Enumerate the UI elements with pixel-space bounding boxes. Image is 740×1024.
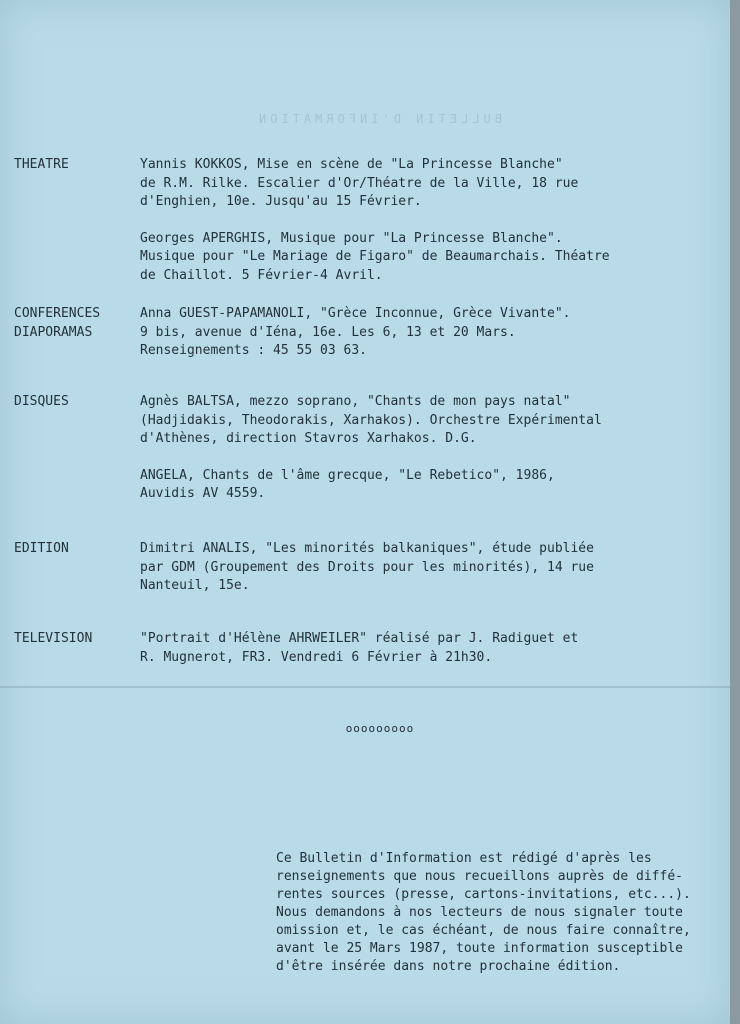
section-separator: ooooooooo: [345, 722, 415, 735]
section-content: [140, 393, 720, 504]
footer-note: Ce Bulletin d'Information est rédigé d'après les renseignements que nous recueillons auprès de diffé- rentes sources (presse, cartons-invitations, etc...). Nous demandons à nos lecteurs de nous signaler toute omission et, le cas échéant, de nous faire connaître, avant le 25 Mars 1987, toute information susceptible d'être insérée dans notre prochaine édition.: [276, 851, 691, 974]
entry-paragraph: Georges APERGHIS, Musique pour "La Princesse Blanche". Musique pour "Le Mariage de Figaro" de Beaumarchais. Théatre de Chaillot. 5 Février-4 Avril.: [140, 230, 610, 283]
section-label: TELEVISION: [14, 631, 93, 646]
entry-paragraph: Yannis KOKKOS, Mise en scène de "La Princesse Blanche" de R.M. Rilke. Escalier d'Or/Théatre de la Ville, 18 rue d'Enghien, 10e. Jusqu'au 15 Février.: [140, 157, 579, 209]
show-through-text: BULLETIN D'INFORMATION: [255, 112, 502, 126]
section-content: [140, 630, 720, 667]
entry-paragraph: Anna GUEST-PAPAMANOLI, "Grèce Inconnue, Grèce Vivante". 9 bis, avenue d'Iéna, 16e. Les 6, 13 et 20 Mars. Renseignements : 45 55 03 63.: [140, 306, 571, 358]
entry-paragraph: Dimitri ANALIS, "Les minorités balkaniques", étude publiée par GDM (Groupement des Droits pour les minorités), 14 rue Nanteuil, 15e.: [140, 541, 594, 593]
entry-paragraph: ANGELA, Chants de l'âme grecque, "Le Rebetico", 1986, Auvidis AV 4559.: [140, 467, 555, 501]
section-content: [140, 305, 720, 361]
section-label: EDITION: [14, 541, 69, 556]
section-content: [140, 156, 720, 285]
section-label: CONFERENCES DIAPORAMAS: [14, 306, 101, 340]
section-content: [140, 540, 720, 596]
entry-paragraph: Agnès BALTSA, mezzo soprano, "Chants de mon pays natal" (Hadjidakis, Theodorakis, Xarhakos). Orchestre Expérimental d'Athènes, direction Stavros Xarhakos. D.G.: [140, 394, 602, 446]
entry-paragraph: "Portrait d'Hélène AHRWEILER" réalisé par J. Radiguet et R. Mugnerot, FR3. Vendredi 6 Février à 21h30.: [140, 631, 579, 665]
section-label: THEATRE: [14, 157, 69, 172]
section-label: DISQUES: [14, 394, 69, 409]
